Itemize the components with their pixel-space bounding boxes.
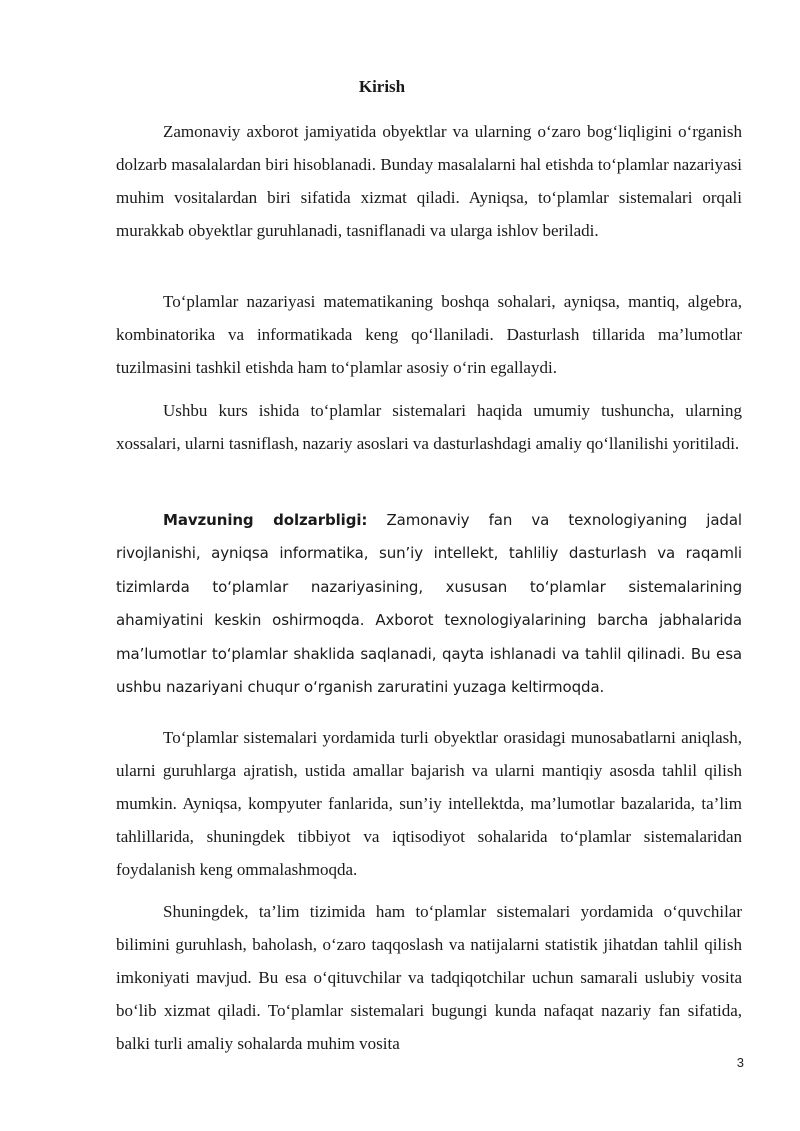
body-paragraph: Shuningdek, ta’lim tizimida ham to‘plamlar sistemalari yordamida o‘quvchilar bilimini guruhlash, baholash, o‘zaro taqqoslash va natijalarni statistik jihatdan tahlil qilish imkoniyati mavjud. Bu esa o‘qituvchilar va tadqiqotchilar uchun samarali uslubiy vosita bo‘lib xizmat qiladi. To‘plamlar sistemalari bugungi kunda nafaqat nazariy fan sifatida, balki turli amaliy sohalarda muhim vosita: [116, 902, 742, 1053]
relevance-text: Zamonaviy fan va texnologiyaning jadal rivojlanishi, ayniqsa informatika, sun’iy intellekt, tahliliy dasturlash va raqamli tizimlarda to‘plamlar nazariyasining, xususan to‘plamlar sistemalarining ahamiyatini keskin oshirmoqda. Axborot texnologiyalarining barcha jabhalarida ma’lumotlar to‘plamlar shaklida saqlanadi, qayta ishlanadi va tahlil qilinadi. Bu esa ushbu nazariyani chuqur o‘rganish zaruratini yuzaga keltirmoqda.: [116, 511, 743, 697]
section-heading: Kirish: [358, 77, 406, 96]
page-number: 3: [736, 1055, 744, 1070]
relevance-lead: Mavzuning dolzarbligi:: [163, 511, 368, 529]
body-paragraph: Ushbu kurs ishida to‘plamlar sistemalari haqida umumiy tushuncha, ularning xossalari, ularni tasniflash, nazariy asoslari va dasturlashdagi amaliy qo‘llanilishi yoritiladi.: [116, 401, 742, 453]
body-paragraph: To‘plamlar nazariyasi matematikaning boshqa sohalari, ayniqsa, mantiq, algebra, kombinatorika va informatikada keng qo‘llaniladi. Dasturlash tillarida ma’lumotlar tuzilmasini tashkil etishda ham to‘plamlar asosiy o‘rin egallaydi.: [116, 292, 742, 377]
body-paragraph: To‘plamlar sistemalari yordamida turli obyektlar orasidagi munosabatlarni aniqlash, ularni guruhlarga ajratish, ustida amallar bajarish va ularni mantiqiy asosda tahlil qilish mumkin. Ayniqsa, kompyuter fanlarida, sun’iy intellektda, ma’lumotlar bazalarida, ta’lim tahlillarida, shuningdek tibbiyot va iqtisodiyot sohalarida to‘plamlar sistemalaridan foydalanish keng ommalashmoqda.: [116, 728, 742, 879]
body-paragraph: Zamonaviy axborot jamiyatida obyektlar va ularning o‘zaro bog‘liqligini o‘rganish dolzarb masalalardan biri hisoblanadi. Bunday masalalarni hal etishda to‘plamlar nazariyasi muhim vositalardan biri sifatida xizmat qiladi. Ayniqsa, to‘plamlar sistemalari orqali murakkab obyektlar guruhlanadi, tasniflanadi va ularga ishlov beriladi.: [116, 122, 742, 240]
relevance-paragraph: [116, 504, 742, 704]
